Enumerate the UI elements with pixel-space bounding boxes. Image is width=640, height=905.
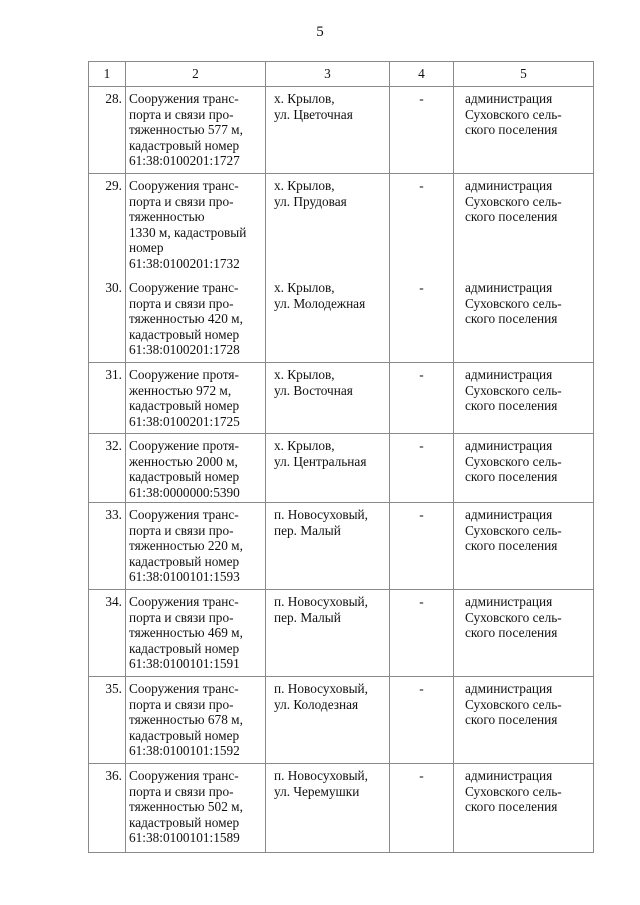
- object-address-line: ул. Колодезная: [274, 696, 359, 712]
- header-col-5: 5: [454, 62, 594, 87]
- object-name-line: 61:38:0100101:1591: [129, 656, 240, 672]
- table-row: [89, 764, 594, 853]
- table-row: [89, 590, 594, 677]
- row-number: 33.: [89, 503, 126, 590]
- object-name-line: кадастровый номер: [129, 640, 240, 656]
- object-address: [266, 764, 390, 853]
- object-address-line: п. Новосуховый,: [274, 681, 369, 696]
- object-owner: [454, 363, 594, 434]
- row-number: 31.: [89, 363, 126, 434]
- object-name-line: порта и связи про-: [129, 106, 234, 122]
- column-4-value: -: [390, 677, 454, 764]
- object-owner-line: администрация: [465, 681, 553, 696]
- object-owner-line: ского поселения: [465, 469, 558, 485]
- row-number: 35.: [89, 677, 126, 764]
- object-owner-line: Суховского сель-: [465, 295, 562, 311]
- object-name-line: Сооружения транс-: [129, 91, 239, 106]
- column-4-value: -: [390, 276, 454, 363]
- column-4-value: -: [390, 590, 454, 677]
- object-name-line: 61:38:0100101:1592: [129, 743, 240, 759]
- table-row: [89, 677, 594, 764]
- object-name: [126, 677, 266, 764]
- object-owner-line: администрация: [465, 178, 553, 193]
- object-owner-line: администрация: [465, 768, 553, 783]
- object-owner: [454, 503, 594, 590]
- object-name-line: 61:38:0100201:1732: [129, 255, 240, 271]
- object-name-line: порта и связи про-: [129, 295, 234, 311]
- object-owner-line: администрация: [465, 594, 553, 609]
- object-name: [126, 590, 266, 677]
- table-body: [89, 87, 594, 853]
- object-owner-line: Суховского сель-: [465, 453, 562, 469]
- object-name-line: 61:38:0100201:1725: [129, 413, 240, 429]
- object-name-line: порта и связи про-: [129, 783, 234, 799]
- header-col-1: 1: [89, 62, 126, 87]
- object-owner-line: Суховского сель-: [465, 783, 562, 799]
- object-name-line: тяженностью 469 м,: [129, 625, 243, 641]
- object-owner: [454, 174, 594, 277]
- object-owner-line: Суховского сель-: [465, 522, 562, 538]
- table-row: [89, 87, 594, 174]
- object-name-line: порта и связи про-: [129, 522, 234, 538]
- object-owner-line: ского поселения: [465, 398, 558, 414]
- object-name-line: кадастровый номер: [129, 727, 240, 743]
- object-name-line: тяженностью 577 м,: [129, 122, 243, 138]
- object-address: [266, 87, 390, 174]
- object-address: [266, 363, 390, 434]
- object-address: [266, 174, 390, 277]
- object-owner: [454, 434, 594, 503]
- object-name-line: Сооружения транс-: [129, 681, 239, 696]
- object-name: [126, 174, 266, 277]
- table-row: [89, 503, 594, 590]
- object-owner-line: ского поселения: [465, 625, 558, 641]
- column-4-value: -: [390, 174, 454, 277]
- object-owner-line: ского поселения: [465, 799, 558, 815]
- object-name-line: Сооружение протя-: [129, 367, 239, 382]
- object-address-line: х. Крылов,: [274, 91, 335, 106]
- object-owner-line: ского поселения: [465, 712, 558, 728]
- object-name-line: Сооружения транс-: [129, 768, 239, 783]
- object-owner-line: Суховского сель-: [465, 696, 562, 712]
- object-name-line: 61:38:0100101:1589: [129, 830, 240, 846]
- object-name-line: порта и связи про-: [129, 609, 234, 625]
- object-address-line: пер. Малый: [274, 609, 341, 625]
- column-4-value: -: [390, 764, 454, 853]
- row-number: 29.: [89, 174, 126, 277]
- object-name-line: Сооружение транс-: [129, 280, 239, 295]
- object-name-line: женностью 972 м,: [129, 382, 232, 398]
- object-name-line: порта и связи про-: [129, 696, 234, 712]
- column-4-value: -: [390, 87, 454, 174]
- object-address-line: х. Крылов,: [274, 280, 335, 295]
- object-name: [126, 434, 266, 503]
- header-col-3: 3: [266, 62, 390, 87]
- object-address-line: п. Новосуховый,: [274, 768, 369, 783]
- column-4-value: -: [390, 434, 454, 503]
- object-owner: [454, 87, 594, 174]
- object-name-line: номер: [129, 240, 164, 256]
- object-owner-line: Суховского сель-: [465, 382, 562, 398]
- header-col-4: 4: [390, 62, 454, 87]
- object-owner: [454, 590, 594, 677]
- object-address: [266, 434, 390, 503]
- object-name-line: порта и связи про-: [129, 193, 234, 209]
- object-name-line: Сооружение протя-: [129, 438, 239, 453]
- object-owner-line: администрация: [465, 91, 553, 106]
- object-address-line: ул. Прудовая: [274, 193, 347, 209]
- object-name-line: кадастровый номер: [129, 326, 240, 342]
- object-address-line: пер. Малый: [274, 522, 341, 538]
- object-name-line: Сооружения транс-: [129, 178, 239, 193]
- object-name-line: женностью 2000 м,: [129, 453, 238, 469]
- object-name: [126, 276, 266, 363]
- object-name-line: тяженностью 678 м,: [129, 712, 243, 728]
- object-name-line: Сооружения транс-: [129, 507, 239, 522]
- table-row: [89, 363, 594, 434]
- object-owner-line: администрация: [465, 438, 553, 453]
- header-col-2: 2: [126, 62, 266, 87]
- object-owner-line: администрация: [465, 507, 553, 522]
- object-owner-line: администрация: [465, 367, 553, 382]
- row-number: 32.: [89, 434, 126, 503]
- object-address-line: ул. Восточная: [274, 382, 353, 398]
- object-address: [266, 276, 390, 363]
- table-row: [89, 434, 594, 503]
- object-address-line: ул. Центральная: [274, 453, 367, 469]
- object-owner-line: администрация: [465, 280, 553, 295]
- object-name-line: 61:38:0100101:1593: [129, 569, 240, 585]
- object-name: [126, 363, 266, 434]
- row-number: 36.: [89, 764, 126, 853]
- object-name: [126, 503, 266, 590]
- table-row: [89, 174, 594, 277]
- table-row: [89, 276, 594, 363]
- object-owner-line: Суховского сель-: [465, 193, 562, 209]
- object-name-line: кадастровый номер: [129, 553, 240, 569]
- object-name-line: Сооружения транс-: [129, 594, 239, 609]
- object-address: [266, 590, 390, 677]
- object-owner-line: Суховского сель-: [465, 106, 562, 122]
- row-number: 28.: [89, 87, 126, 174]
- object-address: [266, 503, 390, 590]
- object-owner: [454, 764, 594, 853]
- object-owner-line: ского поселения: [465, 209, 558, 225]
- page-number: 5: [316, 24, 324, 40]
- object-address: [266, 677, 390, 764]
- object-name-line: 1330 м, кадастровый: [129, 224, 247, 240]
- object-name-line: 61:38:0000000:5390: [129, 484, 240, 500]
- object-name-line: 61:38:0100201:1727: [129, 153, 240, 169]
- object-address-line: п. Новосуховый,: [274, 594, 369, 609]
- object-address-line: х. Крылов,: [274, 438, 335, 453]
- object-owner-line: ского поселения: [465, 311, 558, 327]
- property-registry-table: [88, 61, 594, 853]
- object-address-line: х. Крылов,: [274, 367, 335, 382]
- object-address-line: ул. Черемушки: [274, 783, 360, 799]
- object-name-line: 61:38:0100201:1728: [129, 342, 240, 358]
- object-name-line: тяженностью 420 м,: [129, 311, 243, 327]
- object-owner-line: Суховского сель-: [465, 609, 562, 625]
- object-name: [126, 764, 266, 853]
- object-address-line: ул. Цветочная: [274, 106, 353, 122]
- object-name-line: кадастровый номер: [129, 814, 240, 830]
- object-name-line: тяженностью: [129, 209, 205, 225]
- object-address-line: п. Новосуховый,: [274, 507, 369, 522]
- object-name-line: кадастровый номер: [129, 137, 240, 153]
- object-name-line: кадастровый номер: [129, 398, 240, 414]
- object-name-line: тяженностью 502 м,: [129, 799, 243, 815]
- header-row: [89, 62, 594, 87]
- object-owner-line: ского поселения: [465, 122, 558, 138]
- row-number: 30.: [89, 276, 126, 363]
- column-4-value: -: [390, 363, 454, 434]
- row-number: 34.: [89, 590, 126, 677]
- object-address-line: х. Крылов,: [274, 178, 335, 193]
- object-name-line: кадастровый номер: [129, 469, 240, 485]
- column-4-value: -: [390, 503, 454, 590]
- object-owner-line: ского поселения: [465, 538, 558, 554]
- object-name-line: тяженностью 220 м,: [129, 538, 243, 554]
- object-owner: [454, 276, 594, 363]
- object-name: [126, 87, 266, 174]
- object-address-line: ул. Молодежная: [274, 295, 366, 311]
- object-owner: [454, 677, 594, 764]
